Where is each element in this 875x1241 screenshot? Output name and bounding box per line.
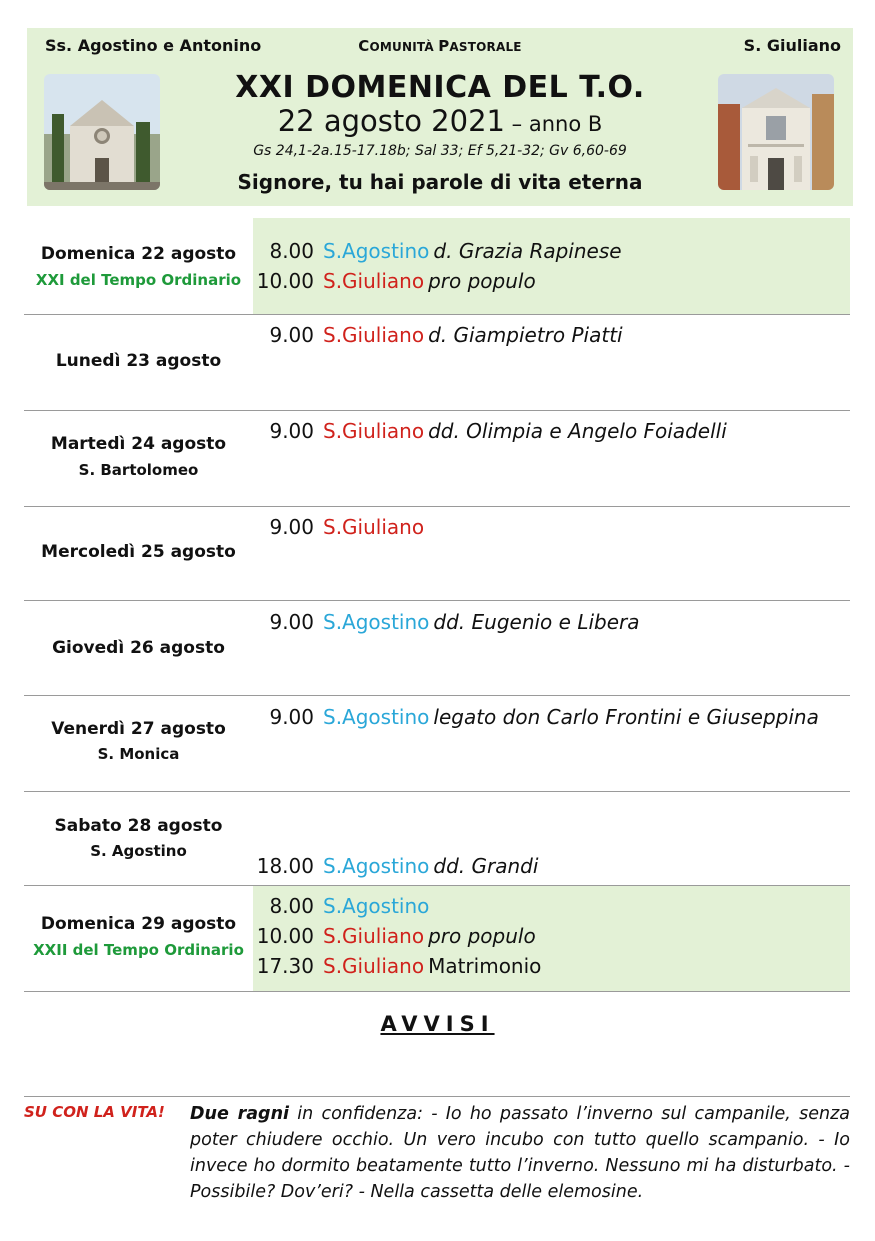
mass-entry: 10.00 S.Giuliano pro populo: [256, 269, 536, 293]
left-parish-name: Ss. Agostino e Antonino: [45, 36, 262, 55]
day-label: Domenica 22 agosto: [40, 244, 237, 264]
bulletin-header: [27, 28, 853, 206]
day-label: Martedì 24 agosto: [50, 434, 227, 454]
day-label: Mercoledì 25 agosto: [41, 542, 236, 562]
mass-entry: 18.00 S.Agostino dd. Grandi: [256, 854, 539, 878]
mass-entry: 8.00 S.Agostino: [269, 894, 430, 918]
mass-entry: 9.00 S.Giuliano d. Giampietro Piatti: [269, 323, 623, 347]
community-label: COMUNITÀ PASTORALE: [358, 37, 522, 55]
schedule-row: [24, 411, 850, 507]
day-subtitle: XXII del Tempo Ordinario: [33, 941, 244, 959]
mass-entry: 9.00 S.Giuliano dd. Olimpia e Angelo Foiadelli: [269, 419, 727, 443]
schedule-row: [24, 792, 850, 886]
mass-entry: 17.30 S.Giuliano Matrimonio: [256, 954, 542, 978]
day-subtitle: S. Bartolomeo: [78, 461, 199, 479]
schedule-row: [24, 507, 850, 601]
day-subtitle: XXI del Tempo Ordinario: [35, 271, 242, 289]
humor-story: Due ragni in confidenza: - Io ho passato l’inverno sul campanile, senza poter chiudere occhio. Un vero incubo con tutto quello scampanio. - Io invece ho dormito beatamente tutto l’inverno. Nessuno mi ha disturbato. - Possibile? Dov’eri? - Nella cassetta delle elemosine.: [190, 1104, 850, 1202]
day-label: Venerdì 27 agosto: [51, 719, 226, 739]
schedule-row: [24, 315, 850, 411]
mass-entry: 8.00 S.Agostino d. Grazia Rapinese: [269, 239, 622, 263]
day-label: Giovedì 26 agosto: [52, 638, 225, 658]
day-subtitle: S. Monica: [97, 745, 180, 763]
day-label: Lunedì 23 agosto: [55, 351, 222, 371]
schedule-row: [24, 218, 850, 315]
mass-entry: 10.00 S.Giuliano pro populo: [256, 924, 536, 948]
divider: [24, 1096, 850, 1097]
day-subtitle: S. Agostino: [90, 842, 187, 860]
psalm-motto: Signore, tu hai parole di vita eterna: [237, 170, 643, 194]
schedule-row: [24, 886, 850, 992]
day-label: Sabato 28 agosto: [54, 816, 223, 836]
mass-entry: 9.00 S.Giuliano: [269, 515, 425, 539]
humor-label: SU CON LA VITA!: [24, 1103, 165, 1121]
bulletin-title: XXI DOMENICA DEL T.O.: [235, 70, 645, 105]
schedule-row: [24, 696, 850, 792]
mass-entry: 9.00 S.Agostino dd. Eugenio e Libera: [269, 610, 640, 634]
avvisi-heading: AVVISI: [380, 1012, 495, 1036]
schedule-row: [24, 601, 850, 696]
right-parish-name: S. Giuliano: [743, 36, 841, 55]
day-label: Domenica 29 agosto: [40, 914, 237, 934]
mass-entry: 9.00 S.Agostino legato don Carlo Frontini e Giuseppina: [269, 705, 819, 729]
liturgical-readings: Gs 24,1-2a.15-17.18b; Sal 33; Ef 5,21-32; Gv 6,60-69: [253, 143, 627, 159]
bulletin-date: 22 agosto 2021 – anno B: [277, 104, 603, 138]
